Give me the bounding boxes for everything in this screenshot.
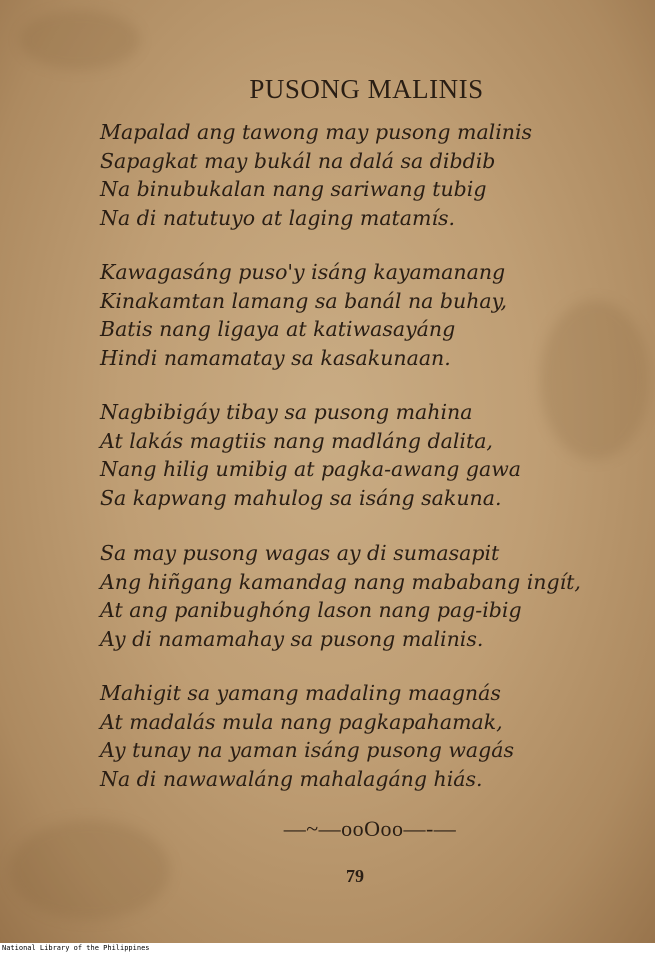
poem-line: Sapagkat may bukál na dalá sa dibdib xyxy=(100,148,496,173)
poem-line: Ay tunay na yaman isáng pusong wagás xyxy=(100,738,514,762)
page-number: 79 xyxy=(346,866,364,886)
poem-line: At lakás magtiis nang madláng dalita, xyxy=(100,428,493,453)
poem-line: Mapalad ang tawong may pusong malinis xyxy=(100,120,533,144)
poem-line: Kinakamtan lamang sa banál na buhay, xyxy=(100,288,508,313)
poem-line: Kawagasáng puso'y isáng kayamanang xyxy=(100,260,506,284)
stanza-2 xyxy=(100,258,640,372)
end-ornament: —~—ooOoo—-— xyxy=(283,816,457,841)
poem-line: Na di natutuyo at laging matamís. xyxy=(100,205,456,230)
stanza-1 xyxy=(100,118,640,232)
library-footer: National Library of the Philippines xyxy=(2,944,150,952)
paper-stain xyxy=(20,10,140,70)
poem-line: Na di nawawaláng mahalagáng hiás. xyxy=(100,766,483,791)
stanza-5 xyxy=(100,679,640,793)
stanza-4 xyxy=(100,539,640,653)
poem-line: Hindi namamatay sa kasakunaan. xyxy=(100,345,451,370)
poem-line: Ang hiñgang kamandag nang mababang ingít, xyxy=(100,569,581,594)
poem-line: Mahigit sa yamang madaling maagnás xyxy=(100,681,501,705)
stanza-3 xyxy=(100,398,640,512)
poem-line: At madalás mula nang pagkapahamak, xyxy=(100,709,503,734)
poem-line: Nang hilig umibig at pagka-awang gawa xyxy=(100,457,521,481)
poem-line: Na binubukalan nang sariwang tubig xyxy=(100,177,487,201)
poem-line: Ay di namamahay sa pusong malinis. xyxy=(100,626,484,651)
poem-line: Nagbibigáy tibay sa pusong mahina xyxy=(100,400,473,424)
poem-title: PUSONG MALINIS xyxy=(249,74,484,104)
poem-line: Sa kapwang mahulog sa isáng sakuna. xyxy=(100,485,502,510)
poem-line: Batis nang ligaya at katiwasayáng xyxy=(100,317,456,341)
poem-line: Sa may pusong wagas ay di sumasapit xyxy=(100,541,500,565)
poem-line: At ang panibughóng lason nang pag-ibig xyxy=(100,598,522,622)
